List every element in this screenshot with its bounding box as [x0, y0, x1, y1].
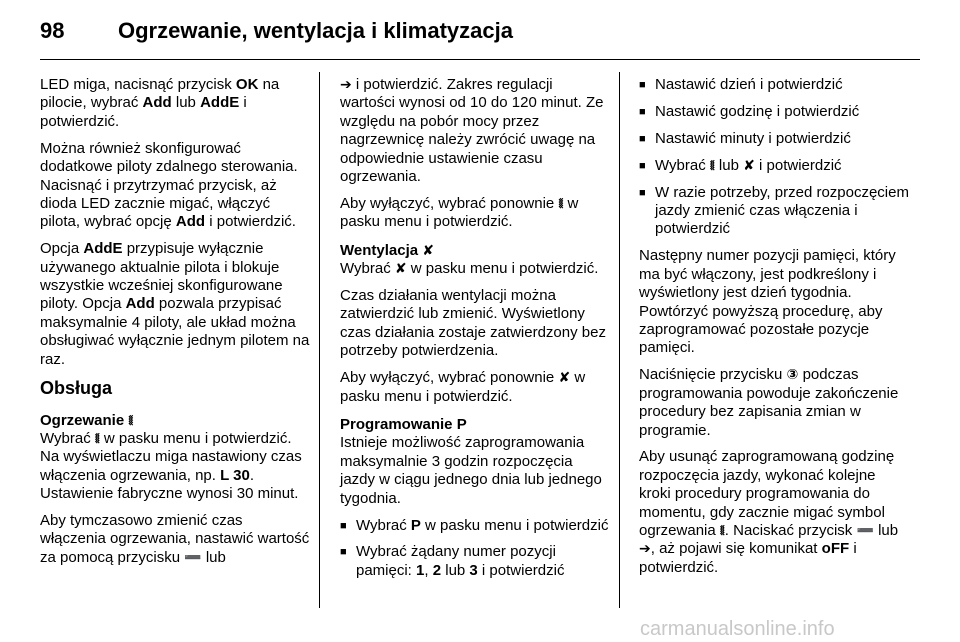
paragraph: LED miga, nacisnąć przycisk OK na pilocie, wybrać Add lub AddE i potwierdzić. — [40, 76, 280, 130]
heating-icon: ⧛ — [719, 523, 725, 540]
list-item: ■ W razie potrzeby, przed rozpoczęciem jazdy zmienić czas włączenia i potwierdzić — [639, 184, 909, 239]
heating-icon: ⧛ — [128, 412, 134, 429]
plus-arrow-icon: ➔ — [639, 541, 651, 558]
paragraph: Istnieje możliwość zaprogramowania maksymalnie 3 godzin rozpoczęcia jazdy w ciągu jednego dnia lub jednego tygodnia. — [340, 434, 602, 507]
paragraph: ➔ i potwierdzić. Zakres regulacji wartości wynosi od 10 do 120 minut. Ze względu na pobór mocy przez nagrzewnicę należy zwrócić uwagę na odpowiednie ustawienie czasu ogrzewania. — [340, 76, 604, 186]
heating-icon: ⧛ — [558, 195, 564, 212]
power-icon: ③ — [786, 367, 799, 384]
paragraph: Opcja AddE przypisuje wyłącznie używanego aktualnie pilota i blokuje wszystkie wcześniej skonfigurowane piloty. Opcja Add pozwala przypisać maksymalnie 4 piloty, ale układ można obsługiwać wyłącznie jednym pilotem na raz. — [40, 240, 310, 368]
column-3 — [639, 76, 909, 586]
list-item: ■ Wybrać żądany numer pozycji pamięci: 1, 2 lub 3 i potwierdzić — [340, 543, 610, 580]
fan-icon: ✘ — [743, 157, 755, 174]
plus-arrow-icon: ➔ — [340, 77, 352, 93]
paragraph: Wybrać ✘ w pasku menu i potwierdzić. — [340, 260, 599, 278]
paragraph: Aby tymczasowo zmienić czas włączenia ogrzewania, nastawić wartość za pomocą przycisku ➖ lub — [40, 512, 310, 566]
step-list — [639, 76, 909, 239]
fan-icon: ✘ — [394, 261, 407, 278]
paragraph: Aby usunąć zaprogramowaną godzinę rozpoczęcia jazdy, wykonać kolejne kroki procedury programowania do momentu, gdy zacznie migać symbol ogrzewania ⧛. Naciskać przycisk ➖ lub ➔, aż pojawi się komunikat oFF i potwierdzić. — [639, 448, 899, 576]
column-divider — [619, 72, 620, 608]
column-2 — [340, 76, 610, 589]
heating-icon: ⧛ — [709, 157, 715, 174]
paragraph: Aby wyłączyć, wybrać ponownie ⧛ w pasku menu i potwierdzić. — [340, 194, 579, 231]
step-list — [340, 517, 610, 581]
column-1 — [40, 76, 310, 576]
watermark: carmanualsonline.info — [640, 618, 835, 640]
list-item: ■ Nastawić minuty i potwierdzić — [639, 130, 909, 148]
minus-arrow-icon: ➖ — [856, 523, 874, 540]
list-item: ■ Nastawić dzień i potwierdzić — [639, 76, 909, 94]
subheading-programming: Programowanie P — [340, 416, 467, 433]
paragraph: Wybrać ⧛ w pasku menu i potwierdzić. Na wyświetlaczu miga nastawiony czas włączenia ogrzewania, np. L 30. Ustawienie fabryczne wynosi 30 minut. — [40, 429, 302, 503]
minus-arrow-icon: ➖ — [184, 549, 202, 566]
fan-icon: ✘ — [558, 370, 571, 387]
paragraph: Następny numer pozycji pamięci, który ma być włączony, jest podkreślony i wyświetlony jest dzień tygodnia. Powtórzyć powyższą procedurę, aby zaprogramować pozostałe pozycje pamięci. — [639, 247, 896, 357]
page-title: Ogrzewanie, wentylacja i klimatyzacja — [118, 18, 513, 43]
page-header — [40, 18, 920, 58]
subheading-ventilation: Wentylacja ✘ — [340, 241, 434, 259]
fan-icon: ✘ — [422, 242, 434, 259]
list-item: ■ Wybrać P w pasku menu i potwierdzić — [340, 517, 610, 535]
list-item: ■ Nastawić godzinę i potwierdzić — [639, 103, 909, 121]
list-item: ■ Wybrać ⧛ lub ✘ i potwierdzić — [639, 157, 909, 175]
heating-icon: ⧛ — [94, 430, 100, 447]
paragraph: Można również skonfigurować dodatkowe piloty zdalnego sterowania. Nacisnąć i przytrzymać przycisk, aż dioda LED zacznie migać, włączyć pilota, wybrać opcję Add i potwierdzić. — [40, 139, 298, 231]
section-heading: Obsługa — [40, 378, 113, 399]
column-divider — [319, 72, 320, 608]
header-rule — [40, 59, 920, 60]
paragraph: Naciśnięcie przycisku ③ podczas programowania powoduje zakończenie procedury bez zapisania zmian w programie. — [639, 366, 899, 439]
paragraph: Aby wyłączyć, wybrać ponownie ✘ w pasku menu i potwierdzić. — [340, 369, 586, 405]
page-number: 98 — [40, 18, 65, 43]
subheading-heating: Ogrzewanie ⧛ — [40, 411, 134, 429]
paragraph: Czas działania wentylacji można zatwierdzić lub zmienić. Wyświetlony czas działania zostaje zatwierdzony bez potrzeby potwierdzenia. — [340, 287, 606, 360]
